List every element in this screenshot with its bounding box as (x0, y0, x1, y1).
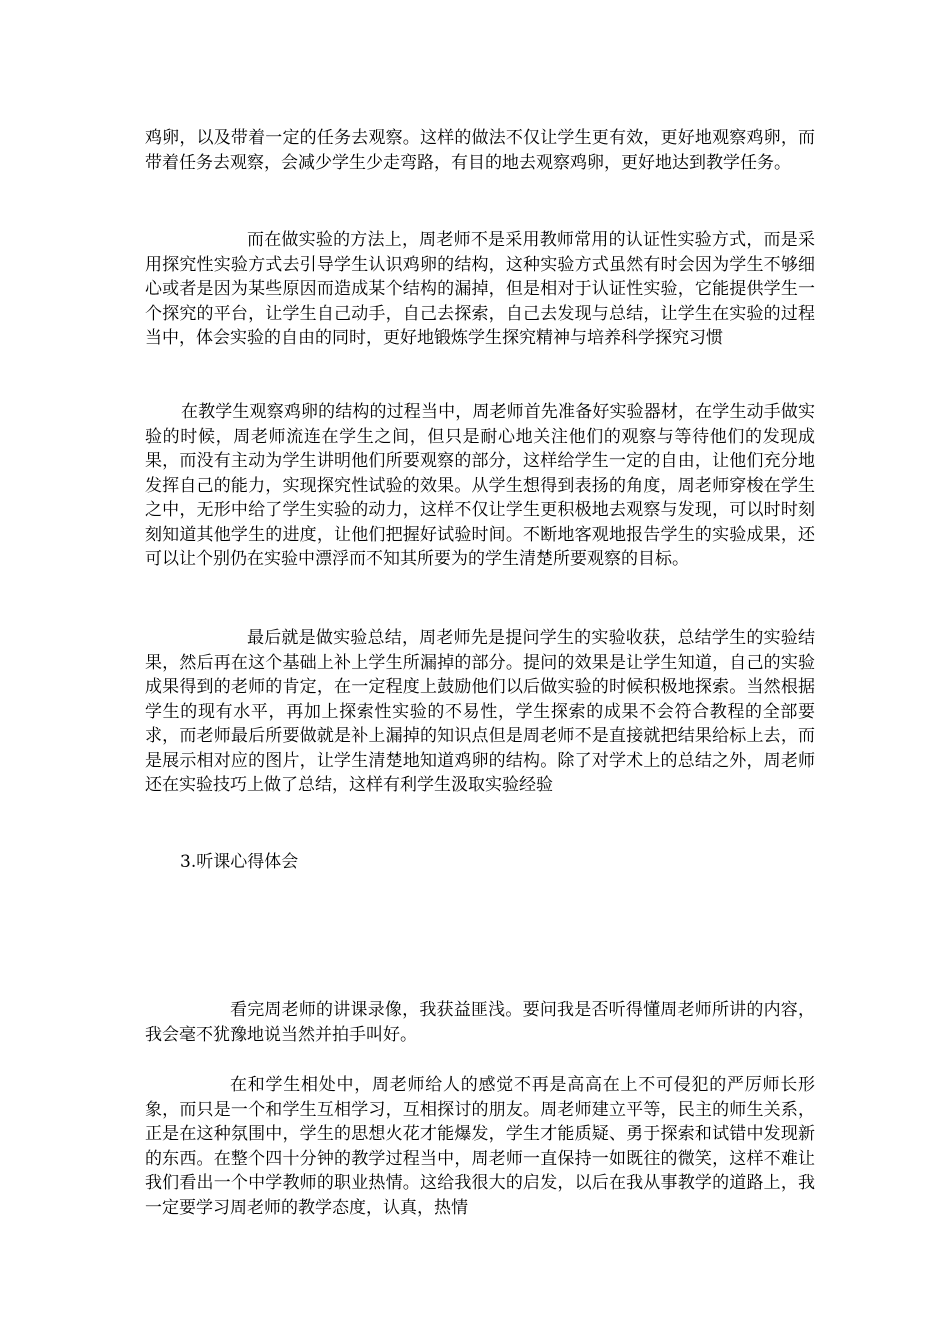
paragraph-5: 看完周老师的讲课录像，我获益匪浅。要问我是否听得懂周老师所讲的内容，我会毫不犹豫地说当然并拍手叫好。 (145, 1000, 815, 1045)
paragraph-6: 在和学生相处中，周老师给人的感觉不再是高高在上不可侵犯的严厉师长形象，而只是一个和学生互相学习，互相探讨的朋友。周老师建立平等，民主的师生关系，正是在这种氛围中，学生的思想火花才能爆发，学生才能质疑、勇于探索和试错中发现新的东西。在整个四十分钟的教学过程当中，周老师一直保持一如既往的微笑，这样不难让我们看出一个中学教师的职业热情。这给我很大的启发，以后在我从事教学的道路上，我一定要学习周老师的教学态度，认真，热情 (145, 1075, 815, 1218)
paragraph-4: 最后就是做实验总结，周老师先是提问学生的实验收获，总结学生的实验结果，然后再在这个基础上补上学生所漏掉的部分。提问的效果是让学生知道，自己的实验成果得到的老师的肯定，在一定程度上鼓励他们以后做实验的时候积极地探索。当然根据学生的现有水平，再加上探索性实验的不易性，学生探索的成果不会符合教程的全部要求，而老师最后所要做就是补上漏掉的知识点但是周老师不是直接就把结果给标上去，而是展示相对应的图片，让学生清楚地知道鸡卵的结构。除了对学术上的总结之外，周老师还在实验技巧上做了总结，这样有利学生汲取实验经验 (145, 628, 815, 795)
paragraph-3: 在教学生观察鸡卵的结构的过程当中，周老师首先准备好实验器材，在学生动手做实验的时候，周老师流连在学生之间，但只是耐心地关注他们的观察与等待他们的发现成果，而没有主动为学生讲明他们所要观察的部分，这样给学生一定的自由，让他们充分地发挥自己的能力，实现探究性试验的效果。从学生想得到表扬的角度，周老师穿梭在学生之中，无形中给了学生实验的动力，这样不仅让学生更积极地去观察与发现，可以时时刻刻知道其他学生的进度，让他们把握好试验时间。不断地客观地报告学生的实验成果，还可以让个别仍在实验中漂浮而不知其所要为的学生清楚所要观察的目标。 (145, 402, 815, 569)
paragraph-2: 而在做实验的方法上，周老师不是采用教师常用的认证性实验方式，而是采用探究性实验方式去引导学生认识鸡卵的结构，这种实验方式虽然有时会因为学生不够细心或者是因为某些原因而造成某个结构的漏掉，但是相对于认证性实验，它能提供学生一个探究的平台，让学生自己动手，自己去探索，自己去发现与总结，让学生在实验的过程当中，体会实验的自由的同时，更好地锻炼学生探究精神与培养科学探究习惯 (145, 230, 815, 348)
section-heading: 3.听课心得体会 (180, 852, 299, 872)
paragraph-1: 鸡卵，以及带着一定的任务去观察。这样的做法不仅让学生更有效，更好地观察鸡卵，而带着任务去观察，会减少学生少走弯路，有目的地去观察鸡卵，更好地达到教学任务。 (145, 128, 815, 173)
